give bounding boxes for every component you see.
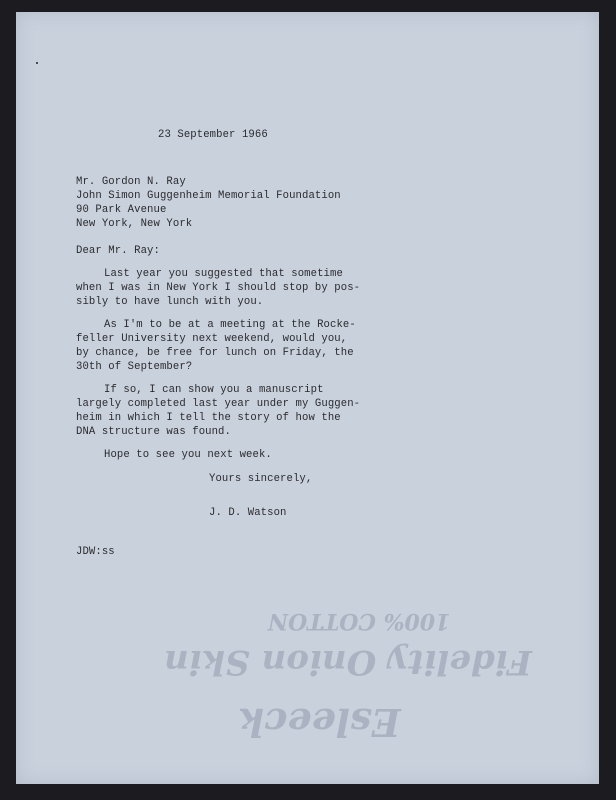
paragraph-line: Last year you suggested that sometime [104,268,343,280]
paragraph-line: by chance, be free for lunch on Friday, the [76,347,354,359]
paragraph-line: DNA structure was found. [76,426,231,438]
paragraph-line: 30th of September? [76,361,193,373]
salutation: Dear Mr. Ray: [76,245,160,257]
recipient-line: 90 Park Avenue [76,204,167,216]
recipient-line: Mr. Gordon N. Ray [76,176,186,188]
paragraph-line: when I was in New York I should stop by pos- [76,282,361,294]
watermark-content: 100% COTTON [268,608,451,634]
paragraph-line: As I'm to be at a meeting at the Rocke- [104,319,356,331]
signature-name: J. D. Watson [209,507,287,519]
recipient-line: New York, New York [76,218,193,230]
closing: Yours sincerely, [209,473,313,485]
paragraph-line: largely completed last year under my Guggen- [76,398,361,410]
paragraph-line: If so, I can show you a manuscript [104,384,324,396]
watermark-product: Fidelity Onion Skin [164,642,532,682]
letter-page [16,12,599,784]
paragraph-line: Hope to see you next week. [104,449,272,461]
paragraph-line: feller University next weekend, would you, [76,333,348,345]
watermark-brand: Esleeck [238,700,401,745]
dust-speck [36,62,38,64]
paragraph-line: heim in which I tell the story of how the [76,412,341,424]
paragraph-line: sibly to have lunch with you. [76,296,264,308]
recipient-line: John Simon Guggenheim Memorial Foundation [76,190,341,202]
typist-initials: JDW:ss [76,546,115,558]
letter-date: 23 September 1966 [158,129,268,141]
